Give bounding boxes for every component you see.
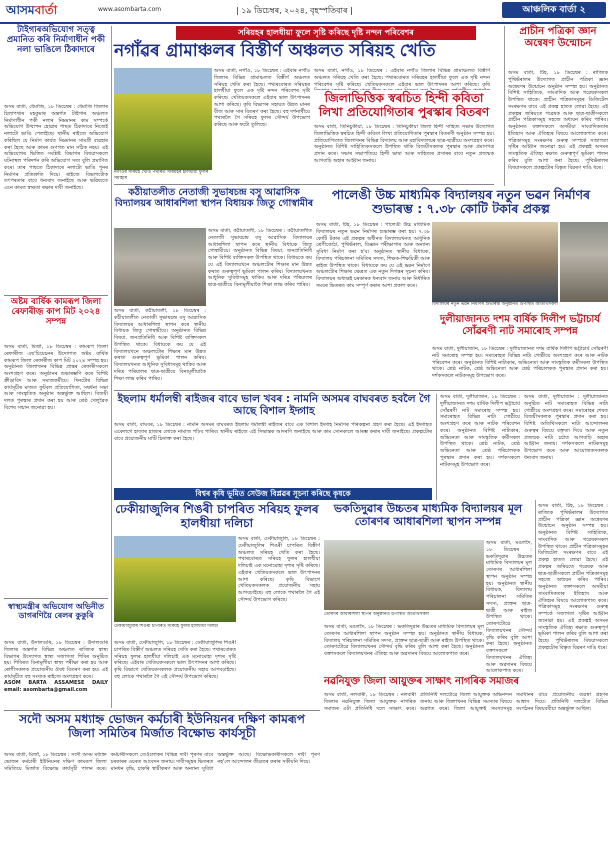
page-number: ২ <box>579 5 586 15</box>
left-story1-head: টাইগাৰঅভিযোগ সত্ত্ব প্ৰমানিত কৰি নিৰ্মাণাধীন পকী নলা ভাঙিলে ঠিকাদাৰে <box>6 25 106 55</box>
dhekiajuli-photo-caption: ঢেকীয়াজুলিৰ শিঙৰী চাপৰিত সৰিয়হ ফুলৰ হালধীয়া দলিচা <box>114 624 219 629</box>
website: www.asombarta.com <box>98 6 162 13</box>
main-banner: সৰিয়হৰ হালধীয়া ফুলে সৃষ্টি কৰিছে দৃষ্টি নন্দন পৰিবেশৰ <box>176 26 476 40</box>
netaji-photo <box>114 228 206 306</box>
lead-body-cont: অসম বাৰ্তা, নগাঁও, ১৮ ডিচেম্বৰ : এইবাৰ নগাঁও জিলাৰ বিভিন্ন গ্ৰামাঞ্চলত বিস্তীৰ্ণ অঞ্চলত সৰিয়হ খেতি কৰা হৈছে। পথাৰবোৰত সৰিয়হৰ হালধীয়া ফুলে এক দৃষ্টি নন্দন পৰিবেশৰ সৃষ্টি কৰিছে। খেতিয়কসকলে এইবাৰ ভাল উৎপাদনৰ আশা কৰিছে। কৃষি <box>314 68 490 88</box>
palengi-photo-caption: বিদ্যালয়ৰ নতুন ভৱন নিৰ্মাণৰ শুভাৰম্ভ অনুষ্ঠানত উপস্থিত অতিথিসকল <box>432 302 558 307</box>
dhekiajuli-banner: বিশ্বৰ কৃষি ভূমিত সেউজ বিপ্লৱৰ সূচনা কৰিছে কৃষকে <box>114 488 432 500</box>
lead-headline: নগাঁৱৰ গ্ৰামাঞ্চলৰ বিস্তীৰ্ণ অঞ্চলত সৰিয়হ খেতি <box>114 41 436 61</box>
bhakatipur-body-2: অসম বাৰ্তা, মঙলদৈ, ১৮ ডিচেম্বৰ : ভকতিদুৱাৰ উচ্চতৰ মাধ্যমিক বিদ্যালয়ৰ মূল তোৰণৰ আধাৰশিলা স্থাপন অনুষ্ঠান সম্পন্ন হয়। অনুষ্ঠানত স্থানীয় বিধায়ক, বিদ্যালয় পৰিচালনা সমিতিৰ সদস্য, প্ৰাক্তন ছাত্ৰ-ছাত্ৰী আৰু ৰাইজ উপস্থিত থাকে। তোৰণটোৱে বিদ্যালয়খনৰ সৌন্দৰ্য বৃদ্ধি কৰিব বুলি আশা কৰা হৈছে। অনুষ্ঠানত বক্তাসকলে বিদ্যালয়খনৰ ঐতিহ্য আৰু অৱদানৰ বিষয়ে আলোকপাত কৰে। <box>324 624 484 657</box>
left-story3-body: অসম বাৰ্তা, উদালগুৰি, ১৮ ডিচেম্বৰ : উদালগুৰি জিলাৰ অন্তৰ্গত বিভিন্ন অঞ্চলত ৰাজ্যিক স্বাস্থ্য বিভাগৰ উদ্যোগত স্বাস্থ্য সজাগতা শিবিৰ অনুষ্ঠিত হয়। শিবিৰত বিনামূলীয়া স্বাস্থ্য পৰীক্ষা কৰা হয় আৰু ৰোগীসকলক প্ৰয়োজনীয় ঔষধ বিতৰণ কৰা হয়। এই কাৰ্যসূচীত বহু সংখ্যক ৰাইজে অংশগ্ৰহণ কৰে। <box>4 640 108 680</box>
right-column-headline: প্ৰাচীন পত্ৰিকা জ্ঞান অন্বেষণ উন্মোচন <box>519 26 597 49</box>
left-story1-body: অসম বাৰ্তা, ধেমাজি, ১৮ ডিচেম্বৰ : ধেমাজি জিলাৰ চিলাপথাৰ মহকুমাৰ অন্তৰ্গত টাইগাৰ অঞ্চলত নিৰ্মাণাধীন পকী নলাৰ নিম্নমানৰ কাম সম্পৰ্কে অভিযোগ উত্থাপন হোৱাৰ পাছত ঠিকাদাৰে নিজেই নলাটো ভাঙি পেলাইছে। স্থানীয় ৰাইজে অভিযোগ কৰিছিল যে নিৰ্মাণ কাৰ্যত নিম্নমানৰ সামগ্ৰী ব্যৱহাৰ কৰা হৈছে আৰু কামৰ গুণগত মান সঠিক নহয়। এই অভিযোগৰ ভিত্তিত সংশ্লিষ্ট বিভাগৰ বিষয়াসকলে ঘটনাস্থল পৰিদৰ্শন কৰি অভিযোগ সত্য বুলি প্ৰমাণিত কৰে। তাৰ পাছতে ঠিকাদাৰে নলাটো ভাঙি পুনৰ নিৰ্মাণৰ প্ৰতিশ্ৰুতি দিয়ে। ৰাইজে বিভাগটোক তৎপৰতাৰ বাবে ধন্যবাদ জনাইছে আৰু ভৱিষ্যতে এনে কামত স্বচ্ছতা ৰক্ষাৰ দাবী জনাইছে। <box>4 104 108 191</box>
dhekiajuli-body-left: অসম বাৰ্তা, ঢেকীয়াজুলি, ১৮ ডিচেম্বৰ : ঢেকীয়াজুলিৰ শিঙৰী চাপৰিত বিস্তীৰ্ণ অঞ্চলত সৰিয়হ খেতি কৰা হৈছে। পথাৰবোৰত সৰিয়হ ফুলৰ হালধীয়া দলিচাই এক মনোমোহা দৃশ্যৰ সৃষ্টি কৰিছে। এইবাৰ খেতিয়কসকলে ভাল উৎপাদনৰ আশা কৰিছে। কৃষি বিভাগে খেতিয়কসকলক প্ৰয়োজনীয় সহায় আগবঢ়াইছে। বহু লোকে পথাৰলৈ গৈ এই সৌন্দৰ্য উপভোগ কৰিছে। <box>114 640 236 680</box>
email-line: ASOM BARTA ASSAMESE DAILY email: asombarta@gmail.com <box>4 680 108 693</box>
duliajan-headline: দুলীয়াজানত দশম বাৰ্ষিক দিলীপ ভট্টাচাৰ্য সোঁৱৰণী নাট সমাৰোহ সম্পন্ন <box>439 314 601 337</box>
bhakatipur-body: অসম বাৰ্তা, মঙলদৈ, ১৮ ডিচেম্বৰ : ভকতিদুৱাৰ উচ্চতৰ মাধ্যমিক বিদ্যালয়ৰ মূল তোৰণৰ আধাৰশিলা স্থাপন অনুষ্ঠান সম্পন্ন হয়। অনুষ্ঠানত স্থানীয় বিধায়ক, বিদ্যালয় পৰিচালনা সমিতিৰ সদস্য, প্ৰাক্তন ছাত্ৰ-ছাত্ৰী আৰু ৰাইজ উপস্থিত থাকে। তোৰণটোৱে বিদ্যালয়খনৰ সৌন্দৰ্য বৃদ্ধি কৰিব বুলি আশা কৰা হৈছে। অনুষ্ঠানত বক্তাসকলে বিদ্যালয়খনৰ ঐতিহ্য আৰু অৱদানৰ বিষয়ে আলোকপাত কৰে। <box>486 540 532 675</box>
dhekiajuli-photo <box>114 536 236 622</box>
right-column-body: অসম বাৰ্তা, টিহ, ১৮ ডিচেম্বৰ : ৰাজ্যিক পুথিভঁৰালৰ উদ্যোগত প্ৰাচীন পত্ৰিকা জ্ঞান অন্বেষণৰ উন্মোচন অনুষ্ঠান সম্পন্ন হয়। অনুষ্ঠানত বিশিষ্ট সাহিত্যিক, সাংবাদিক আৰু গৱেষকসকল উপস্থিত থাকে। প্ৰাচীন পত্ৰিকাসমূহৰ ডিজিটেল সংৰক্ষণৰ বাবে এই প্ৰকল্প হাতত লোৱা হৈছে। এই প্ৰকল্পৰ জৰিয়তে গৱেষক আৰু ছাত্ৰ-ছাত্ৰীসকলে প্ৰাচীন পত্ৰিকাসমূহ সহজে অধ্যয়ন কৰিব পাৰিব। অনুষ্ঠানত বক্তাসকলে অসমীয়া সাংবাদিকতাৰ ইতিহাস আৰু ঐতিহ্যৰ বিষয়ে আলোকপাত কৰে। পত্ৰিকাসমূহ সংৰক্ষণৰ গুৰুত্ব সম্পৰ্কে সজাগতা সৃষ্টিৰ আহ্বান জনোৱা হয়। এই প্ৰকল্পই অসমৰ সাংস্কৃতিক ঐতিহ্য ৰক্ষাত গুৰুত্বপূৰ্ণ ভূমিকা পালন কৰিব বুলি আশা কৰা হৈছে। পুথিভঁৰালৰ বিষয়াসকলে প্ৰকল্পটোৰ বিস্তৃত বিৱৰণ দাঙি ধৰে। <box>508 70 608 171</box>
dhekiajuli-headline: ঢেকীয়াজুলিৰ শিঙৰী চাপৰিত সৰিয়হ ফুলৰ হালধীয়া দলিচা <box>115 502 319 530</box>
palengi-body: অসম বাৰ্তা, টিহ, ১৮ ডিচেম্বৰ : পালেঙী উচ্চ মাধ্যমিক বিদ্যালয়ৰ নতুন ভৱন নিৰ্মাণৰ শুভাৰম্ভ কৰা হয়। ৭.৩৮ কোটি টকাৰ এই প্ৰকল্পৰ অধীনত বিদ্যালয়খনত আধুনিক শ্ৰেণীকোঠা, পুথিভঁৰাল, বিজ্ঞান পৰীক্ষাগাৰ আৰু অন্যান্য সুবিধা নিৰ্মাণ কৰা হ'ব। অনুষ্ঠানত স্থানীয় বিধায়ক, বিদ্যালয় পৰিচালনা সমিতিৰ সদস্য, শিক্ষক-শিক্ষয়িত্ৰী আৰু ৰাইজ উপস্থিত থাকে। বিধায়কে কয় যে এই ভৱন নিৰ্মাণে অঞ্চলটোৰ শিক্ষাৰ ক্ষেত্ৰত এক নতুন দিগন্তৰ সূচনা কৰিব। বিদ্যালয়ৰ অধ্যক্ষই চৰকাৰক ধন্যবাদ জনায় আৰু নিৰ্ধাৰিত সময়ৰ ভিতৰত কাম সম্পূৰ্ণ কৰাৰ আশা প্ৰকাশ কৰে। <box>316 222 430 289</box>
nalbari-body: অসম বাৰ্তা, নলবাৰী, ১৮ ডিচেম্বৰ : নলবাৰী জিলাৰ নৱনিযুক্ত জিলা আয়ুক্তক নাগৰিক সমাজৰ এটা প্ৰতিনিধি দলে সাক্ষাৎ কৰে। প্ৰতিনিধি দলটোৱে জিলা আয়ুক্তক অভিনন্দন জনায় আৰু জিলাখনৰ বিভিন্ন সমস্যাৰ বিষয়ে অৱগত কৰে। জিলা আয়ুক্তই সমস্যাসমূহ সমাধানৰ বাবে প্ৰয়োজনীয় ব্যৱস্থা গ্ৰহণৰ আশ্বাস দিয়ে। প্ৰতিনিধি দলটোত বিভিন্ন সংগঠনৰ বিষয়ববীয়া অন্তৰ্ভুক্ত আছিল। <box>324 692 608 712</box>
bhakatipur-headline: ভকতিদুৱাৰ উচ্চতৰ মাধ্যমিক বিদ্যালয়ৰ মূল তোৰণৰ আধাৰশিলা স্থাপন সম্পন্ন <box>333 502 523 528</box>
eidgah-headline: ইছলাম ধৰ্মালম্বী ৰাইজৰ বাবে ভাল খবৰ : নামনি অসমৰ বাঘবৰত হবলৈ গৈ আছে বিশাল ইদ্গাহ <box>117 393 431 418</box>
right-column-lower: অসম বাৰ্তা, টিহ, ১৮ ডিচেম্বৰ : ৰাজ্যিক পুথিভঁৰালৰ উদ্যোগত প্ৰাচীন পত্ৰিকা জ্ঞান অন্বেষণৰ উন্মোচন অনুষ্ঠান সম্পন্ন হয়। অনুষ্ঠানত বিশিষ্ট সাহিত্যিক, সাংবাদিক আৰু গৱেষকসকল উপস্থিত থাকে। প্ৰাচীন পত্ৰিকাসমূহৰ ডিজিটেল সংৰক্ষণৰ বাবে এই প্ৰকল্প হাতত লোৱা হৈছে। এই প্ৰকল্পৰ জৰিয়তে গৱেষক আৰু ছাত্ৰ-ছাত্ৰীসকলে প্ৰাচীন পত্ৰিকাসমূহ সহজে অধ্যয়ন কৰিব পাৰিব। অনুষ্ঠানত বক্তাসকলে অসমীয়া সাংবাদিকতাৰ ইতিহাস আৰু ঐতিহ্যৰ বিষয়ে আলোকপাত কৰে। পত্ৰিকাসমূহ সংৰক্ষণৰ গুৰুত্ব সম্পৰ্কে সজাগতা সৃষ্টিৰ আহ্বান জনোৱা হয়। এই প্ৰকল্পই অসমৰ সাংস্কৃতিক ঐতিহ্য ৰক্ষাত গুৰুত্বপূৰ্ণ ভূমিকা পালন কৰিব বুলি আশা কৰা হৈছে। পুথিভঁৰালৰ বিষয়াসকলে প্ৰকল্পটোৰ বিস্তৃত বিৱৰণ দাঙি ধৰে। <box>538 503 608 651</box>
hindi-poetry-headline: জিলাভিত্তিক স্বৰচিত হিন্দী কবিতা লিখা প্ৰতিযোগিতাৰ পুৰস্কাৰ বিতৰণ <box>318 91 490 119</box>
midday-meal-headline: সদৌ অসম মধ্যাহ্ন ভোজন কৰ্মচাৰী ইউনিয়নৰ দক্ষিণ কামৰূপ জিলা সমিতিৰ মিৰ্জাত বিক্ষোভ কাৰ্যসূচী <box>19 712 305 740</box>
netaji-body: অসম বাৰ্তা, কঠীয়াতলী, ১৮ ডিচেম্বৰ : কঠীয়াতলীত নেতাজী সুভাষচন্দ্ৰ বসু আৱাসিক বিদ্যালয়ৰ আধাৰশিলা স্থাপন কৰে স্থানীয় বিধায়ক জিতু গোস্বামীয়ে। অনুষ্ঠানত বিভিন্ন বিষয়া, জনপ্ৰতিনিধি আৰু বিশিষ্ট ব্যক্তিসকল উপস্থিত থাকে। বিধায়কে কয় যে এই বিদ্যালয়খনে অঞ্চলটোৰ শিক্ষাৰ মান উন্নত কৰাত গুৰুত্বপূৰ্ণ ভূমিকা পালন কৰিব। বিদ্যালয়খনত আধুনিক সুবিধাসমূহ থাকিব আৰু দৰিদ্ৰ পৰিয়ালৰ ছাত্ৰ-ছাত্ৰীয়ে বিনামূলীয়াকৈ শিক্ষা লাভ কৰিব পাৰিব। <box>208 228 312 288</box>
palengi-event-photo <box>432 222 558 302</box>
issue-date: | ১৯ ডিচেম্বৰ, ২০২৪, বৃহস্পতিবাৰ | <box>236 6 353 15</box>
bhakatipur-photo-caption: তোৰণৰ আধাৰশিলা স্থাপন অনুষ্ঠানত উপস্থিত অতিথিসকল <box>324 612 430 617</box>
duliajan-cont-2: অসম বাৰ্তা, দুলীয়াজান : দুলীয়াজানত অনুষ্ঠিত নাট সমাৰোহত বিভিন্ন নাট্য গোষ্ঠীয়ে অংশগ্ৰহণ কৰে। সমাৰোহৰ শেষত বিজয়ীসকলক পুৰস্কাৰ প্ৰদান কৰা হয়। বিশিষ্ট অতিথিসকলে নাট্য আন্দোলনৰ গুৰুত্বৰ বিষয়ে বক্তৃতা দিয়ে আৰু নতুন প্ৰজন্মক নাট্য চৰ্চাত আগবাঢ়ি অহাৰ আহ্বান জনায়। দৰ্শকসকলে নাটকসমূহ উপভোগ কৰে আৰু আয়োজকসকলক ধন্যবাদ জনায়। <box>524 394 608 461</box>
left-story2-head: অষ্টম বাৰ্ষিক কামৰূপ জিলা ৰেফাৰীজ় কাপ মিট ২০২৪ সম্পন্ন <box>10 297 102 327</box>
left-story2-body: অসম বাৰ্তা, মিৰ্জা, ১৮ ডিচেম্বৰ : কামৰূপ জিলা ৰেফাৰীজ এছ'চিয়েচনৰ উদ্যোগত অষ্টম বাৰ্ষিক কামৰূপ জিলা ৰেফাৰীজ কাপ মিট ২০২৪ সম্পন্ন হয়। অনুষ্ঠানত জিলাখনৰ বিভিন্ন প্ৰান্তৰ ৰেফাৰীসকলে অংশগ্ৰহণ কৰে। অনুষ্ঠানৰ শুভাৰম্ভণি কৰে বিশিষ্ট ক্ৰীড়াবিদ আৰু সমাজকৰ্মীয়ে। দিনটোৰ বিভিন্ন কাৰ্যসূচীৰ মাজত ফুটবল প্ৰতিযোগিতা, সম্বৰ্ধনা সভা আৰু সাংস্কৃতিক অনুষ্ঠান অন্তৰ্ভুক্ত আছিল। বিজয়ী দলক পুৰস্কাৰ প্ৰদান কৰা হয় আৰু শ্ৰেষ্ঠ খেলুৱৈক বিশেষ সন্মান জনোৱা হয়। <box>4 344 108 411</box>
newspaper-logo: আসমবাৰ্তা <box>6 3 58 17</box>
midday-meal-body: অসম বাৰ্তা, মিৰ্জা, ১৮ ডিচেম্বৰ : সদৌ অসম মধ্যাহ্ন ভোজন কৰ্মচাৰী ইউনিয়নৰ দক্ষিণ কামৰূপ জিলা সমিতিয়ে মিৰ্জাত বিক্ষোভ কাৰ্যসূচী পালন কৰে। কৰ্মচাৰীসকলে তেওঁলোকৰ বিভিন্ন দাবী পূৰণৰ বাবে চৰকাৰৰ ওচৰত আবেদন জনায়। দাবীসমূহৰ ভিতৰত মানধন বৃদ্ধি, চাকৰি স্থায়ীকৰণ আৰু অন্যান্য সুবিধা অন্তৰ্ভুক্ত আছে। বিক্ষোভকাৰীসকলে দাবী পূৰণ নহ'লে আন্দোলন তীব্ৰতৰ কৰাৰ সকীয়নি দিয়ে। <box>4 752 320 772</box>
duliajan-cont: অসম বাৰ্তা, দুলীয়াজান, ১৮ ডিচেম্বৰ : দুলীয়াজানত দশম বাৰ্ষিক দিলীপ ভট্টাচাৰ্য সোঁৱৰণী নাট সমাৰোহ সম্পন্ন হয়। সমাৰোহত বিভিন্ন নাট্য গোষ্ঠীয়ে অংশগ্ৰহণ কৰে আৰু নাটক পৰিবেশন কৰে। অনুষ্ঠানত বিশিষ্ট নাট্যকাৰ, অভিনেতা আৰু সাংস্কৃতিক কৰ্মীসকল উপস্থিত থাকে। শ্ৰেষ্ঠ নাটক, শ্ৰেষ্ঠ অভিনেতা আৰু শ্ৰেষ্ঠ পৰিচালকক পুৰস্কাৰ প্ৰদান কৰা হয়। দৰ্শকসকলে নাটকসমূহ উপভোগ কৰে। <box>440 394 520 468</box>
eidgah-body: অসম বাৰ্তা, বাঘবৰ, ১৮ ডিচেম্বৰ : নামনি অসমৰ বাঘবৰত ইছলাম ধৰ্মালম্বী ৰাইজৰ বাবে এক বিশাল ইদ্গাহ নিৰ্মাণৰ পৰিকল্পনা গ্ৰহণ কৰা হৈছে। এই ইদ্গাহত একেলগে হাজাৰ হাজাৰ লোকে নামাজ পঢ়িব পাৰিব। স্থানীয় ৰাইজে এই সিদ্ধান্তক আদৰণি জনাইছে আৰু কাম সোনকালে আৰম্ভ কৰাৰ দাবী জনাইছে। প্ৰকল্পটোৰ বাবে প্ৰয়োজনীয় মাটি চিনাক্ত কৰা হৈছে। <box>114 422 432 442</box>
left-story3-head: স্বাস্থ্যমন্ত্ৰীৰ অভিযোগ অভিনীত ডাগৰণিয়ৈ ৰেলৰ কুকুৰি <box>8 602 104 621</box>
lead-photo-caption: নগাঁওৰ সৰিয়হ খেতি পথাৰত সৰিয়হৰ হালধীয়া ফুলৰ সমাহাৰ <box>114 170 209 181</box>
mustard-field-photo <box>114 68 212 170</box>
netaji-body-left: অসম বাৰ্তা, কঠীয়াতলী, ১৮ ডিচেম্বৰ : কঠীয়াতলীত নেতাজী সুভাষচন্দ্ৰ বসু আৱাসিক বিদ্যালয়ৰ আধাৰশিলা স্থাপন কৰে স্থানীয় বিধায়ক জিতু গোস্বামীয়ে। অনুষ্ঠানত বিভিন্ন বিষয়া, জনপ্ৰতিনিধি আৰু বিশিষ্ট ব্যক্তিসকল উপস্থিত থাকে। বিধায়কে কয় যে এই বিদ্যালয়খনে অঞ্চলটোৰ শিক্ষাৰ মান উন্নত কৰাত গুৰুত্বপূৰ্ণ ভূমিকা পালন কৰিব। বিদ্যালয়খনত আধুনিক সুবিধাসমূহ থাকিব আৰু দৰিদ্ৰ পৰিয়ালৰ ছাত্ৰ-ছাত্ৰীয়ে বিনামূলীয়াকৈ শিক্ষা লাভ কৰিব পাৰিব। <box>114 308 206 382</box>
hindi-poetry-body: অসম বাৰ্তা, তিনিচুকীয়া, ১৮ ডিচেম্বৰ : তিনিচুকীয়া জিলা হিন্দী সাহিত্য সভাৰ উদ্যোগত জিলাভিত্তিক স্বৰচিত হিন্দী কবিতা লিখা প্ৰতিযোগিতাৰ পুৰস্কাৰ বিতৰণী অনুষ্ঠান সম্পন্ন হয়। প্ৰতিযোগিতাত জিলাখনৰ বিভিন্ন বিদ্যালয় আৰু মহাবিদ্যালয়ৰ ছাত্ৰ-ছাত্ৰীয়ে অংশগ্ৰহণ কৰে। অনুষ্ঠানত বিশিষ্ট সাহিত্যিকসকলে উপস্থিত থাকি বিজয়ীসকলক পুৰস্কাৰ আৰু প্ৰমাণপত্ৰ প্ৰদান কৰে। সভাৰ সভাপতিয়ে হিন্দী ভাষা আৰু সাহিত্যৰ প্ৰসাৰৰ বাবে নতুন প্ৰজন্মক আগবাঢ়ি অহাৰ আহ্বান জনায়। <box>314 124 494 164</box>
dhekiajuli-body: অসম বাৰ্তা, ঢেকীয়াজুলি, ১৮ ডিচেম্বৰ : ঢেকীয়াজুলিৰ শিঙৰী চাপৰিত বিস্তীৰ্ণ অঞ্চলত সৰিয়হ খেতি কৰা হৈছে। পথাৰবোৰত সৰিয়হ ফুলৰ হালধীয়া দলিচাই এক মনোমোহা দৃশ্যৰ সৃষ্টি কৰিছে। এইবাৰ খেতিয়কসকলে ভাল উৎপাদনৰ আশা কৰিছে। কৃষি বিভাগে খেতিয়কসকলক প্ৰয়োজনীয় সহায় আগবঢ়াইছে। বহু লোকে পথাৰলৈ গৈ এই সৌন্দৰ্য উপভোগ কৰিছে। <box>238 536 320 603</box>
nalbari-headline: নৱনিযুক্ত জিলা আয়ুক্তৰ সাক্ষাৎ নাগৰিক সমাজৰ <box>324 676 519 687</box>
section-tab: আঞ্চলিক বাৰ্তা ২ <box>502 2 606 18</box>
bhakatipur-photo <box>324 540 484 610</box>
lead-body: অসম বাৰ্তা, নগাঁও, ১৮ ডিচেম্বৰ : এইবাৰ নগাঁও জিলাৰ বিভিন্ন গ্ৰামাঞ্চলত বিস্তীৰ্ণ অঞ্চলত সৰিয়হ খেতি কৰা হৈছে। পথাৰবোৰত সৰিয়হৰ হালধীয়া ফুলে এক দৃষ্টি নন্দন পৰিবেশৰ সৃষ্টি কৰিছে। খেতিয়কসকলে এইবাৰ ভাল উৎপাদনৰ আশা কৰিছে। কৃষি বিভাগৰ সহায়ত উন্নত মানৰ বীজ আৰু সাৰ বিতৰণ কৰা হৈছে। বহু দৰ্শনাৰ্থীয়ে পথাৰলৈ গৈ সৰিয়হ ফুলৰ সৌন্দৰ্য উপভোগ কৰিছে আৰু ফটো তুলিছে। <box>214 68 310 128</box>
duliajan-body: অসম বাৰ্তা, দুলীয়াজান, ১৮ ডিচেম্বৰ : দুলীয়াজানত দশম বাৰ্ষিক দিলীপ ভট্টাচাৰ্য সোঁৱৰণী নাট সমাৰোহ সম্পন্ন হয়। সমাৰোহত বিভিন্ন নাট্য গোষ্ঠীয়ে অংশগ্ৰহণ কৰে আৰু নাটক পৰিবেশন কৰে। অনুষ্ঠানত বিশিষ্ট নাট্যকাৰ, অভিনেতা আৰু সাংস্কৃতিক কৰ্মীসকল উপস্থিত থাকে। শ্ৰেষ্ঠ নাটক, শ্ৰেষ্ঠ অভিনেতা আৰু শ্ৰেষ্ঠ পৰিচালকক পুৰস্কাৰ প্ৰদান কৰা হয়। দৰ্শকসকলে নাটকসমূহ উপভোগ কৰে। <box>432 346 608 379</box>
netaji-school-headline: কঠীয়াতলীত নেতাজী সুভাষচন্দ্ৰ বসু আৱাসিক বিদ্যালয়ৰ আধাৰশিলা স্থাপন বিধায়ক জিতু গোস্বামীৰ <box>114 187 314 209</box>
palengi-headline: পালেঙী উচ্চ মাধ্যমিক বিদ্যালয়ৰ নতুন ভৱন নিৰ্মাণৰ শুভাৰম্ভ : ৭.৩৮ কোটি টকাৰ প্ৰকল্প <box>331 187 591 217</box>
palengi-photo-2 <box>560 222 608 302</box>
